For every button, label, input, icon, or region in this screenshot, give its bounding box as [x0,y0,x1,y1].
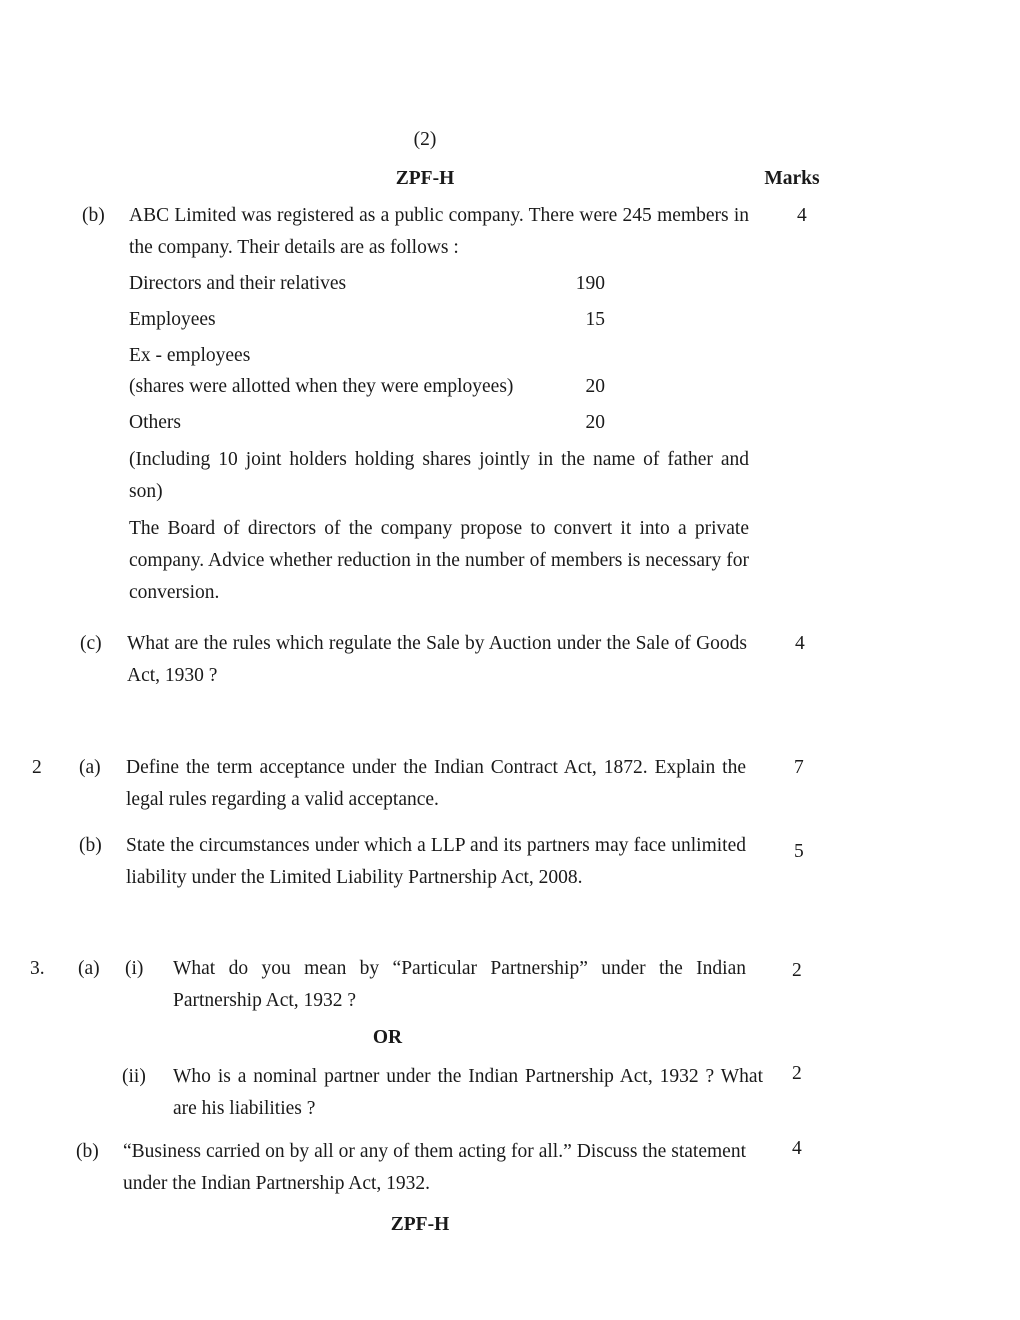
q1b-question: The Board of directors of the company propose to convert it into a private company. Advice whether reduction in the number of members is necessary for conversion. [129,518,749,603]
table-count: 20 [585,376,605,397]
table-count: 190 [575,273,605,294]
q3ai-marks: 2 [792,960,802,981]
q1b-note: (Including 10 joint holders holding shares jointly in the name of father and son) [129,449,749,502]
q1b-label: (b) [82,205,105,226]
q3-number: 3. [30,958,45,979]
q3b-marks: 4 [792,1138,802,1159]
q3b-text: “Business carried on by all or any of them acting for all.” Discuss the statement under the Indian Partnership Act, 1932. [123,1141,746,1194]
q1b-intro: ABC Limited was registered as a public company. There were 245 members in the company. Their details are as follows : [129,205,749,258]
q3b-label: (b) [76,1141,99,1162]
or-divider: OR [372,1027,403,1048]
table-item: (shares were allotted when they were employees) [129,376,514,397]
q2a-marks: 7 [794,757,804,778]
paper-code-footer: ZPF-H [390,1214,450,1235]
q1c-text: What are the rules which regulate the Sale by Auction under the Sale of Goods Act, 1930 ? [127,633,747,686]
q3a-label: (a) [78,958,100,979]
q1c-marks: 4 [795,633,805,654]
q3aii-marks: 2 [792,1063,802,1084]
q2b-text: State the circumstances under which a LLP and its partners may face unlimited liability under the Limited Liability Partnership Act, 2008. [126,835,746,888]
table-count: 20 [585,412,605,433]
q2b-label: (b) [79,835,102,856]
q2b-marks: 5 [794,841,804,862]
q2a-label: (a) [79,757,101,778]
q2-number: 2 [32,757,42,778]
q1b-marks: 4 [797,205,807,226]
table-item: Employees [129,309,216,330]
marks-heading: Marks [764,168,820,189]
q1c-label: (c) [80,633,102,654]
q3ai-label: (i) [125,958,144,979]
q3aii-text: Who is a nominal partner under the Indian Partnership Act, 1932 ? What are his liabilities ? [173,1066,763,1119]
table-count: 15 [585,309,605,330]
table-item: Directors and their relatives [129,273,347,294]
q3ai-text: What do you mean by “Particular Partnership” under the Indian Partnership Act, 1932 ? [173,958,746,1011]
q2a-text: Define the term acceptance under the Indian Contract Act, 1872. Explain the legal rules regarding a valid acceptance. [126,757,746,810]
page-number: (2) [413,129,437,150]
table-item: Others [129,412,181,433]
paper-code-header: ZPF-H [395,168,455,189]
table-item: Ex - employees [129,345,251,366]
q3aii-label: (ii) [122,1066,146,1087]
